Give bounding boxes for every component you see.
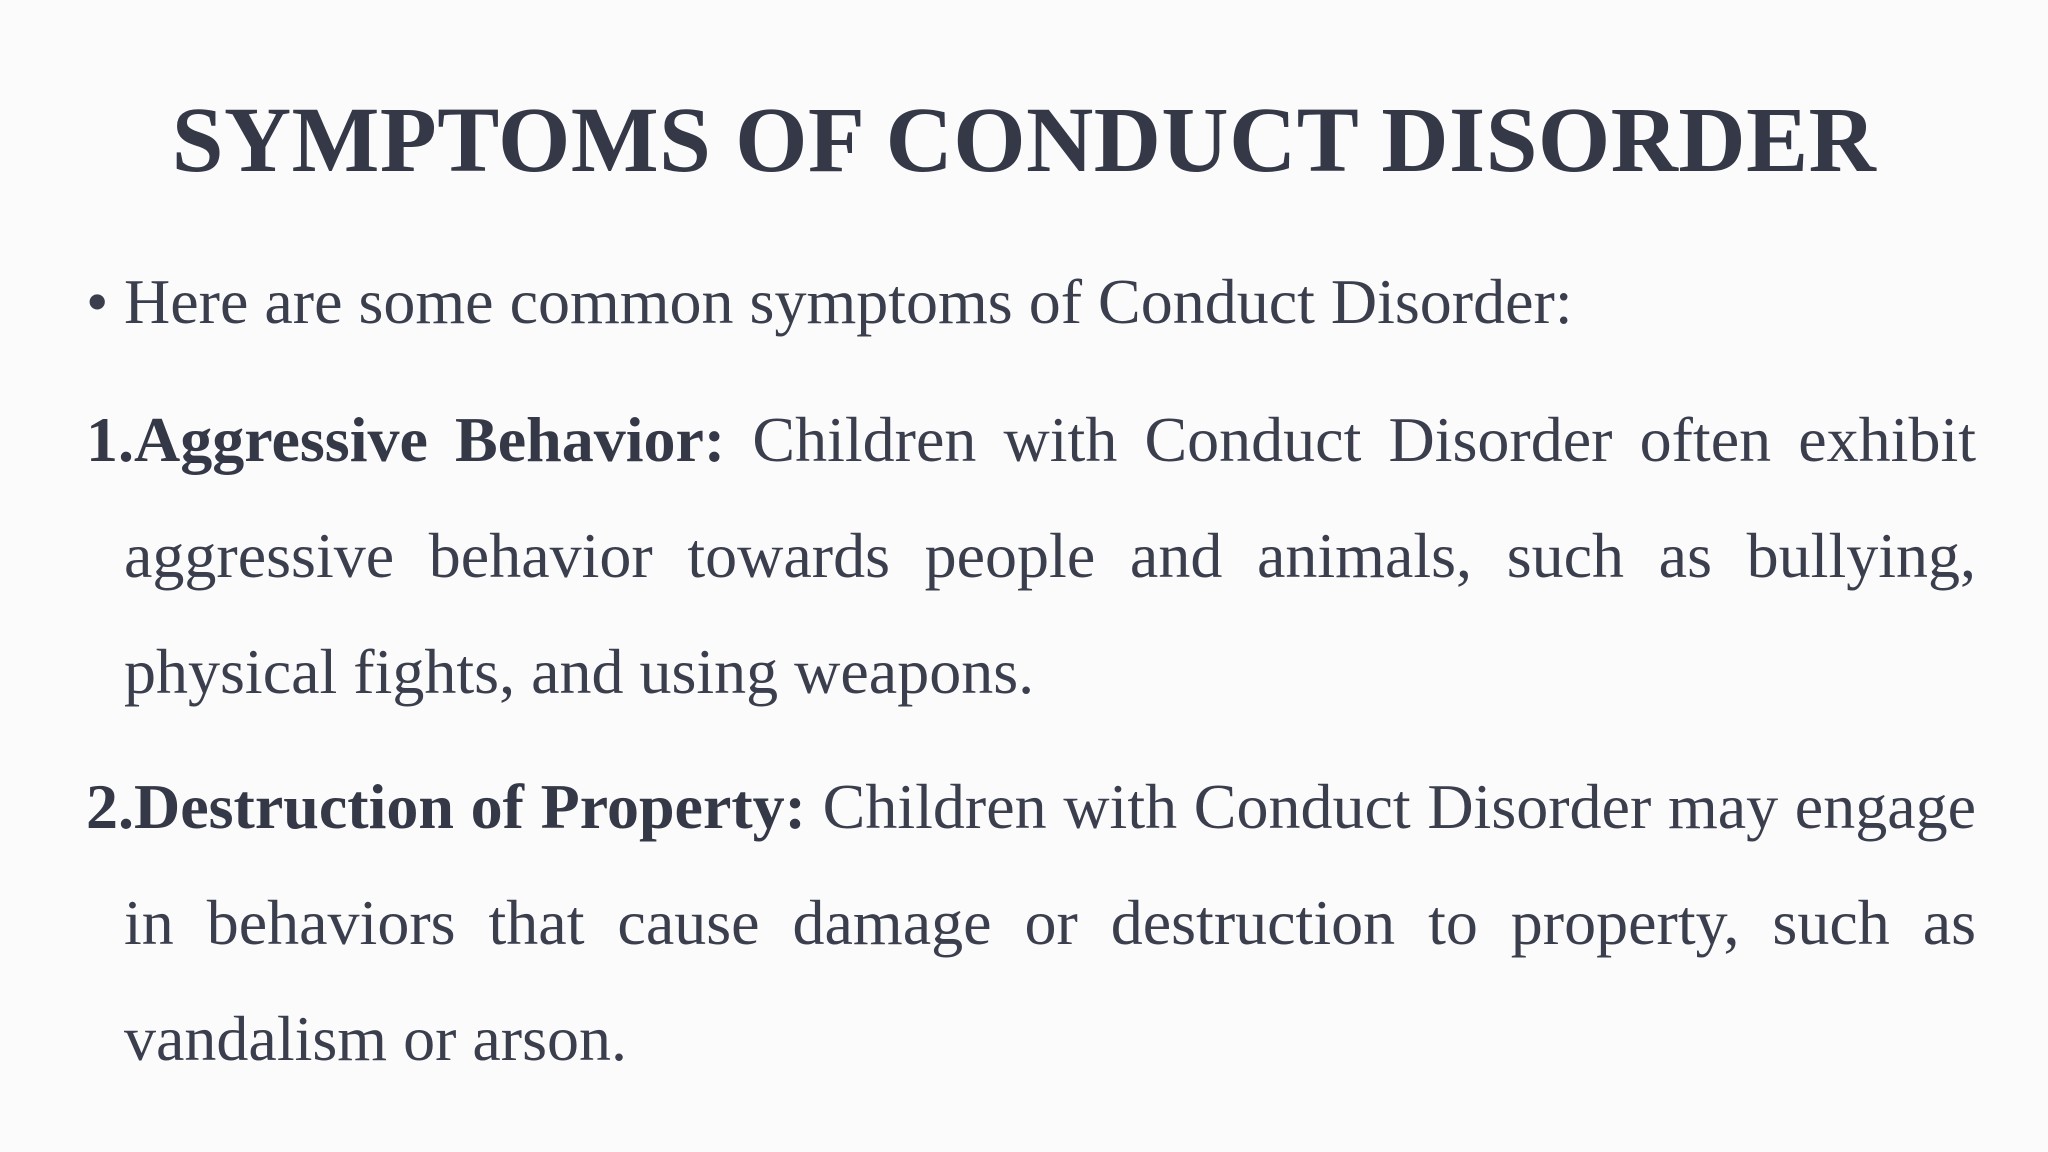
bullet-icon: • xyxy=(86,266,109,337)
symptom-item-aggressive-behavior xyxy=(86,382,1976,730)
intro-text: Here are some common symptoms of Conduct Disorder: xyxy=(124,266,1573,337)
symptom-description: Children with Conduct Disorder may engage in behaviors that cause damage or destruction to property, such as vandalism or arson. xyxy=(124,771,1977,1074)
symptom-number: 1. xyxy=(86,404,134,475)
intro-bullet-item xyxy=(86,262,1986,342)
symptom-heading: Aggressive Behavior: xyxy=(134,404,726,475)
symptom-description: Children with Conduct Disorder often exhibit aggressive behavior towards people and animals, such as bullying, physical fights, and using weapons. xyxy=(124,404,1977,707)
symptom-item-destruction-of-property xyxy=(86,749,1976,1097)
symptom-number: 2. xyxy=(86,771,134,842)
symptom-heading: Destruction of Property: xyxy=(134,771,806,842)
slide-title: SYMPTOMS OF CONDUCT DISORDER xyxy=(171,89,1877,192)
